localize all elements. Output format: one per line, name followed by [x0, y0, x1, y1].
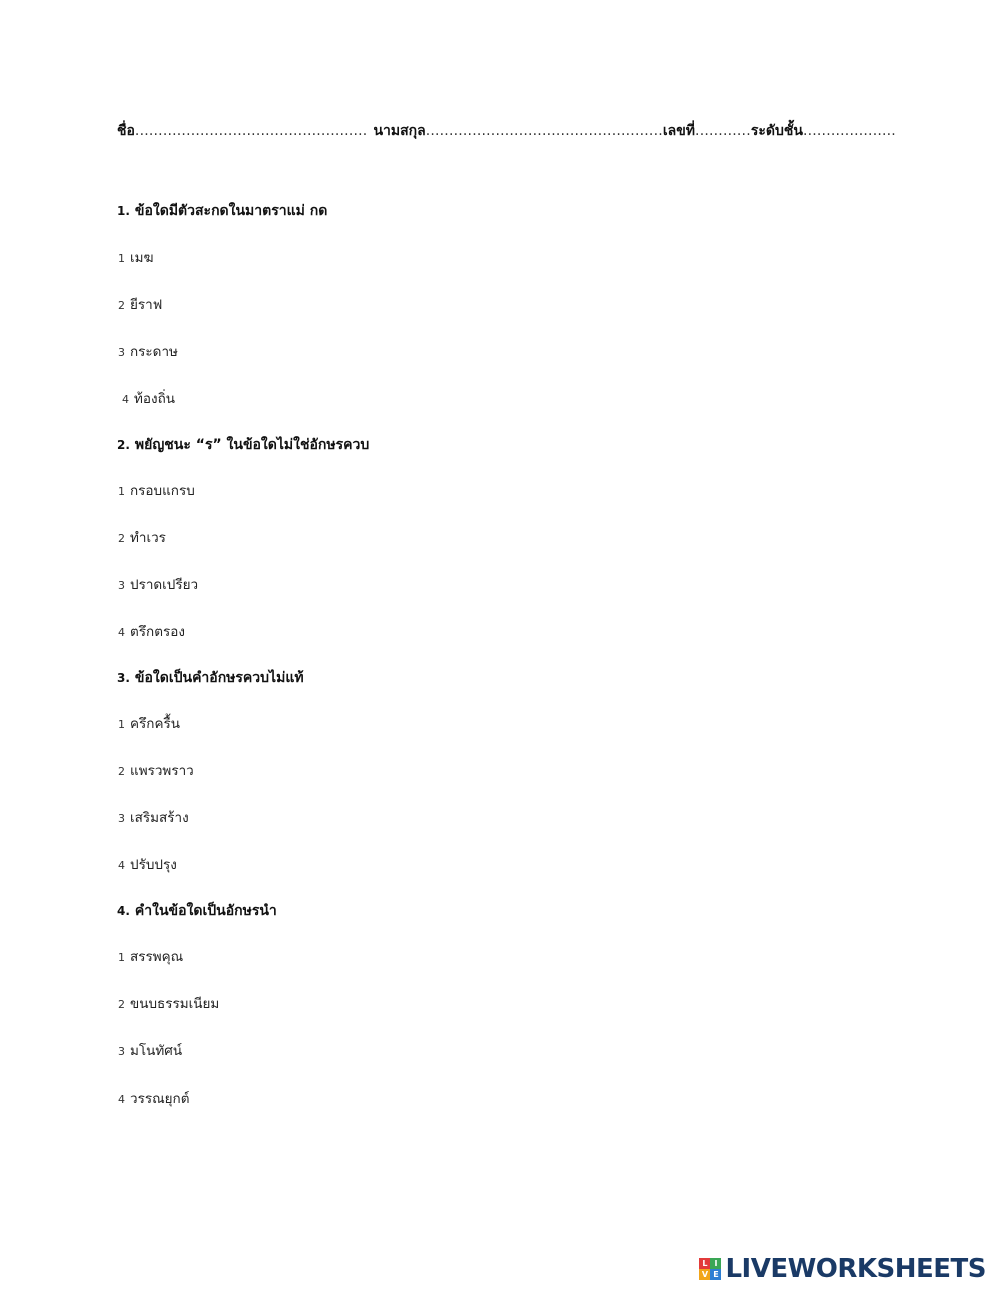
option-number: 2	[118, 299, 125, 312]
option-number: 3	[118, 812, 125, 825]
question-4-title	[117, 901, 277, 921]
question-3-title	[117, 668, 304, 688]
name-blank[interactable]: ..................................................	[134, 123, 368, 139]
question-4-option-2[interactable]	[118, 994, 219, 1015]
option-number: 3	[118, 579, 125, 592]
option-number: 4	[118, 626, 125, 639]
option-text: ปราดเปรียว	[130, 577, 199, 593]
question-2-title	[117, 435, 369, 455]
question-1-option-2[interactable]	[118, 295, 162, 316]
number-blank[interactable]: ............	[695, 123, 751, 139]
logo-letter-e: E	[710, 1269, 721, 1280]
option-number: 3	[118, 1045, 125, 1058]
option-text: ปรับปรุง	[130, 857, 177, 873]
liveworksheets-brand	[699, 1252, 986, 1286]
number-label: เลขที่	[662, 123, 696, 139]
option-number: 1	[118, 485, 125, 498]
question-number: 1.	[117, 204, 130, 218]
question-4-option-3[interactable]	[118, 1041, 182, 1062]
option-text: เสริมสร้าง	[130, 810, 189, 826]
grade-blank[interactable]: ....................	[802, 123, 896, 139]
question-text: คำในข้อใดเป็นอักษรนำ	[134, 903, 277, 919]
question-2-option-4[interactable]	[118, 622, 185, 643]
logo-letter-v: V	[699, 1269, 710, 1280]
question-number: 2.	[117, 438, 130, 452]
question-2-option-2[interactable]	[118, 528, 166, 549]
surname-blank[interactable]: ...................................................	[425, 123, 663, 139]
brand-wordmark: LIVEWORKSHEETS	[725, 1254, 986, 1284]
option-number: 1	[118, 718, 125, 731]
student-info-line	[117, 120, 896, 142]
question-text: ข้อใดเป็นคำอักษรควบไม่แท้	[134, 670, 304, 686]
option-number: 4	[122, 393, 129, 406]
option-text: ยีราฟ	[130, 297, 163, 313]
question-2-option-1[interactable]	[118, 481, 195, 502]
option-text: สรรพคุณ	[130, 949, 184, 965]
question-4-option-4[interactable]	[118, 1089, 189, 1110]
option-number: 2	[118, 765, 125, 778]
option-text: ท้องถิ่น	[134, 391, 176, 407]
logo-letter-l: L	[699, 1258, 710, 1269]
option-text: ขนบธรรมเนียม	[130, 996, 220, 1012]
option-number: 2	[118, 998, 125, 1011]
option-text: มโนทัศน์	[130, 1043, 183, 1059]
option-number: 4	[118, 859, 125, 872]
option-text: กรอบแกรบ	[130, 483, 195, 499]
option-text: ตรึกตรอง	[130, 624, 185, 640]
option-text: ครึกครื้น	[130, 716, 180, 732]
option-text: กระดาษ	[130, 344, 178, 360]
liveworksheets-logo-icon	[699, 1258, 721, 1280]
option-text: ทำเวร	[130, 530, 166, 546]
option-number: 1	[118, 951, 125, 964]
question-3-option-2[interactable]	[118, 761, 194, 782]
question-1-option-1[interactable]	[118, 248, 154, 269]
question-1-title	[117, 201, 327, 221]
question-text: ข้อใดมีตัวสะกดในมาตราแม่ กด	[134, 203, 328, 219]
question-3-option-1[interactable]	[118, 714, 180, 735]
surname-label: นามสกุล	[373, 123, 426, 139]
option-text: เมฆ	[130, 250, 154, 266]
question-text: พยัญชนะ “ร” ในข้อใดไม่ใช่อักษรควบ	[134, 437, 370, 453]
question-3-option-4[interactable]	[118, 855, 177, 876]
option-number: 1	[118, 252, 125, 265]
grade-label: ระดับชั้น	[750, 123, 803, 139]
option-text: วรรณยุกต์	[130, 1091, 190, 1107]
question-number: 3.	[117, 671, 130, 685]
question-4-option-1[interactable]	[118, 947, 183, 968]
name-label: ชื่อ	[117, 123, 135, 139]
option-number: 4	[118, 1093, 125, 1106]
option-number: 2	[118, 532, 125, 545]
question-3-option-3[interactable]	[118, 808, 189, 829]
question-2-option-3[interactable]	[118, 575, 198, 596]
question-1-option-3[interactable]	[118, 342, 178, 363]
logo-letter-i: I	[710, 1258, 721, 1269]
question-number: 4.	[117, 904, 130, 918]
option-text: แพรวพราว	[130, 763, 194, 779]
question-1-option-4[interactable]	[122, 389, 175, 410]
option-number: 3	[118, 346, 125, 359]
